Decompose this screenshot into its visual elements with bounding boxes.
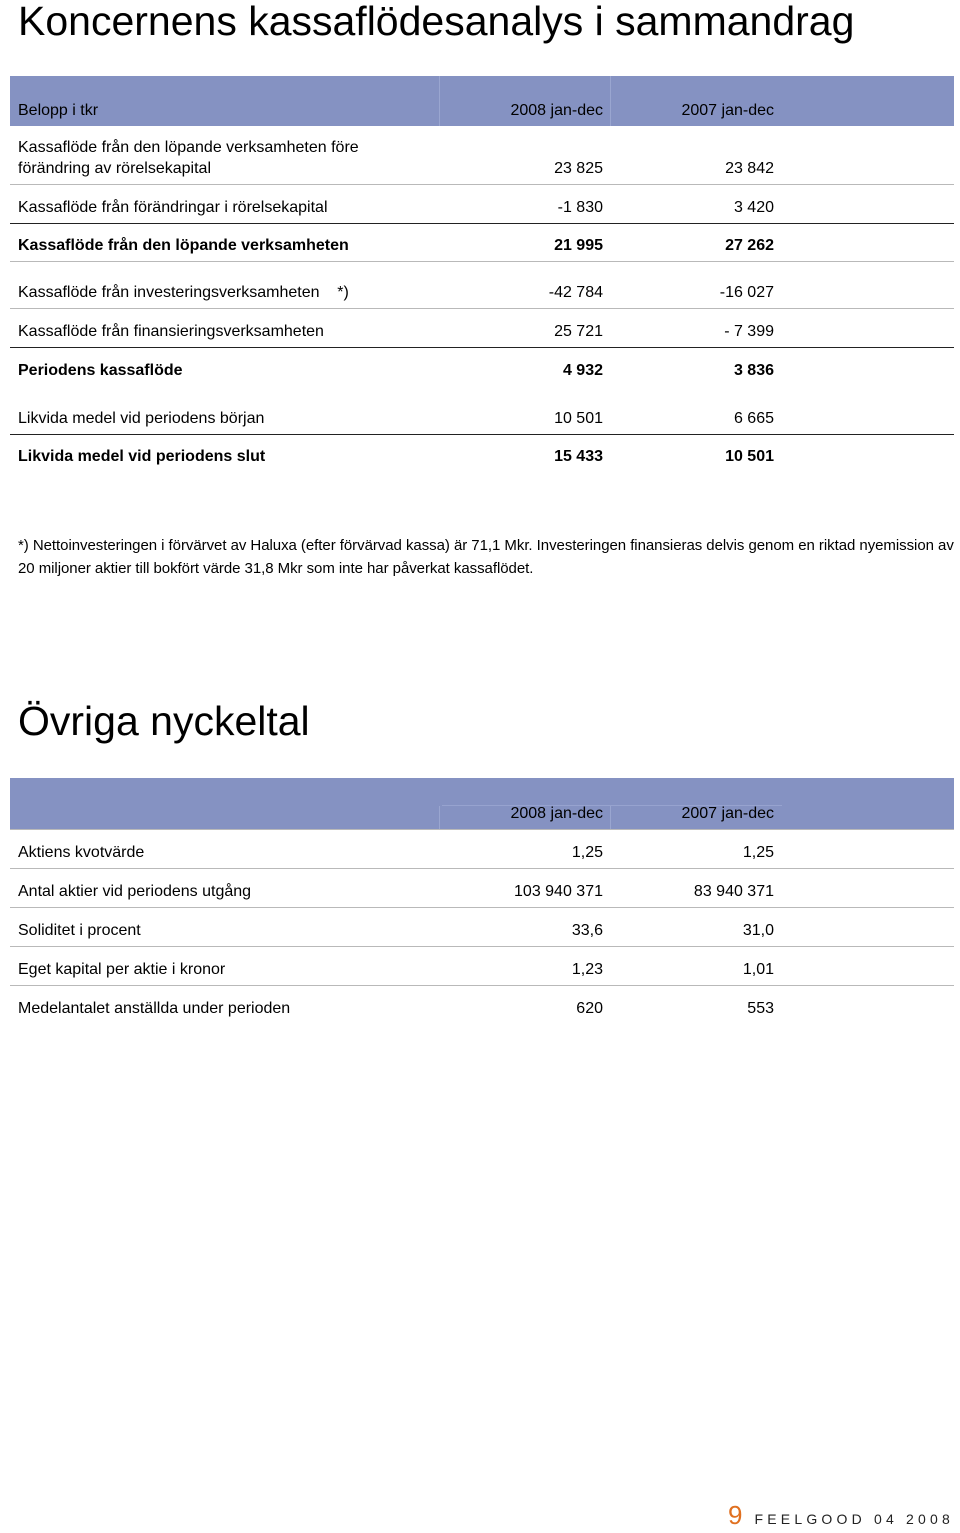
table-row-subtotal [10,347,954,386]
section-title: Övriga nyckeltal [18,698,310,744]
page-title: Koncernens kassaflödesanalys i sammandrag [18,0,855,44]
table-row [10,261,954,309]
cashflow-table [10,76,954,486]
row-value-2008: -1 830 [557,199,603,216]
row-value-2008: 103 940 371 [514,883,603,900]
row-value-2007: 1,25 [742,844,774,861]
row-value-2007: 1,01 [742,961,774,978]
column-header-2007: 2007 jan-dec [681,805,774,822]
page-number: 9 [728,1500,743,1530]
table-row-subtotal [10,223,954,262]
footnote: *) Nettoinvesteringen i förvärvet av Haluxa (efter förvärvad kassa) är 71,1 Mkr. Investeringen finansieras delvis genom en riktad nyemission av 20 miljoner aktier till bokfört värde 31,8 Mkr som inte har påverkat kassaflödet. [18,537,954,577]
table-row [10,126,954,185]
row-label: Soliditet i procent [18,922,141,939]
column-header-2008: 2008 jan-dec [510,805,603,822]
column-header-label: Belopp i tkr [18,102,99,119]
column-header-2007: 2007 jan-dec [681,102,774,119]
row-label-line2: förändring av rörelsekapital [18,160,211,177]
row-value-2008: 25 721 [554,323,603,340]
table-row [10,386,954,435]
table-row [10,869,954,908]
row-value-2008: 33,6 [571,922,603,939]
row-label: Eget kapital per aktie i kronor [18,961,226,978]
row-label: Medelantalet anställda under perioden [18,1000,291,1017]
row-label: Kassaflöde från investeringsverksamheten *) [18,284,349,301]
row-value-2008: 4 932 [562,362,603,379]
row-value-2007: - 7 399 [724,323,774,340]
publication-label: FEELGOOD 04 2008 [754,1511,954,1527]
row-label: Aktiens kvotvärde [18,844,145,861]
row-label: Antal aktier vid periodens utgång [18,883,252,900]
row-value-2007: -16 027 [719,284,774,301]
row-label: Likvida medel vid periodens slut [18,448,266,465]
row-value-2007: 27 262 [725,237,774,254]
row-value-2008: 23 825 [554,160,603,177]
row-label: Likvida medel vid periodens början [18,410,265,427]
table-row-total [10,434,954,472]
row-label: Kassaflöde från förändringar i rörelsekapital [18,199,328,216]
row-label: Periodens kassaflöde [18,362,183,379]
row-value-2007: 3 420 [733,199,774,216]
row-value-2007: 23 842 [725,160,774,177]
table-header-row [10,76,954,126]
table-row [10,986,954,1024]
table-row [10,830,954,869]
row-value-2007: 6 665 [733,410,774,427]
row-value-2007: 10 501 [725,448,774,465]
row-value-2007: 83 940 371 [693,883,774,900]
table-row [10,908,954,947]
row-value-2008: -42 784 [548,284,603,301]
row-value-2007: 3 836 [733,362,774,379]
row-value-2008: 10 501 [554,410,603,427]
row-value-2008: 620 [576,1000,603,1017]
row-value-2007: 553 [747,1000,774,1017]
column-header-2008: 2008 jan-dec [510,102,603,119]
page-footer [728,1500,954,1531]
table-row [10,308,954,348]
row-value-2008: 15 433 [554,448,603,465]
row-value-2008: 1,25 [571,844,603,861]
row-value-2007: 31,0 [742,922,774,939]
key-ratios-table [10,778,954,1028]
row-value-2008: 21 995 [554,237,603,254]
table-row [10,947,954,986]
table-row [10,184,954,224]
row-label-line1: Kassaflöde från den löpande verksamheten före [18,139,359,156]
row-value-2008: 1,23 [571,961,603,978]
row-label: Kassaflöde från finansieringsverksamheten [18,323,324,340]
table-header-row [10,778,954,830]
row-label: Kassaflöde från den löpande verksamheten [18,237,349,254]
